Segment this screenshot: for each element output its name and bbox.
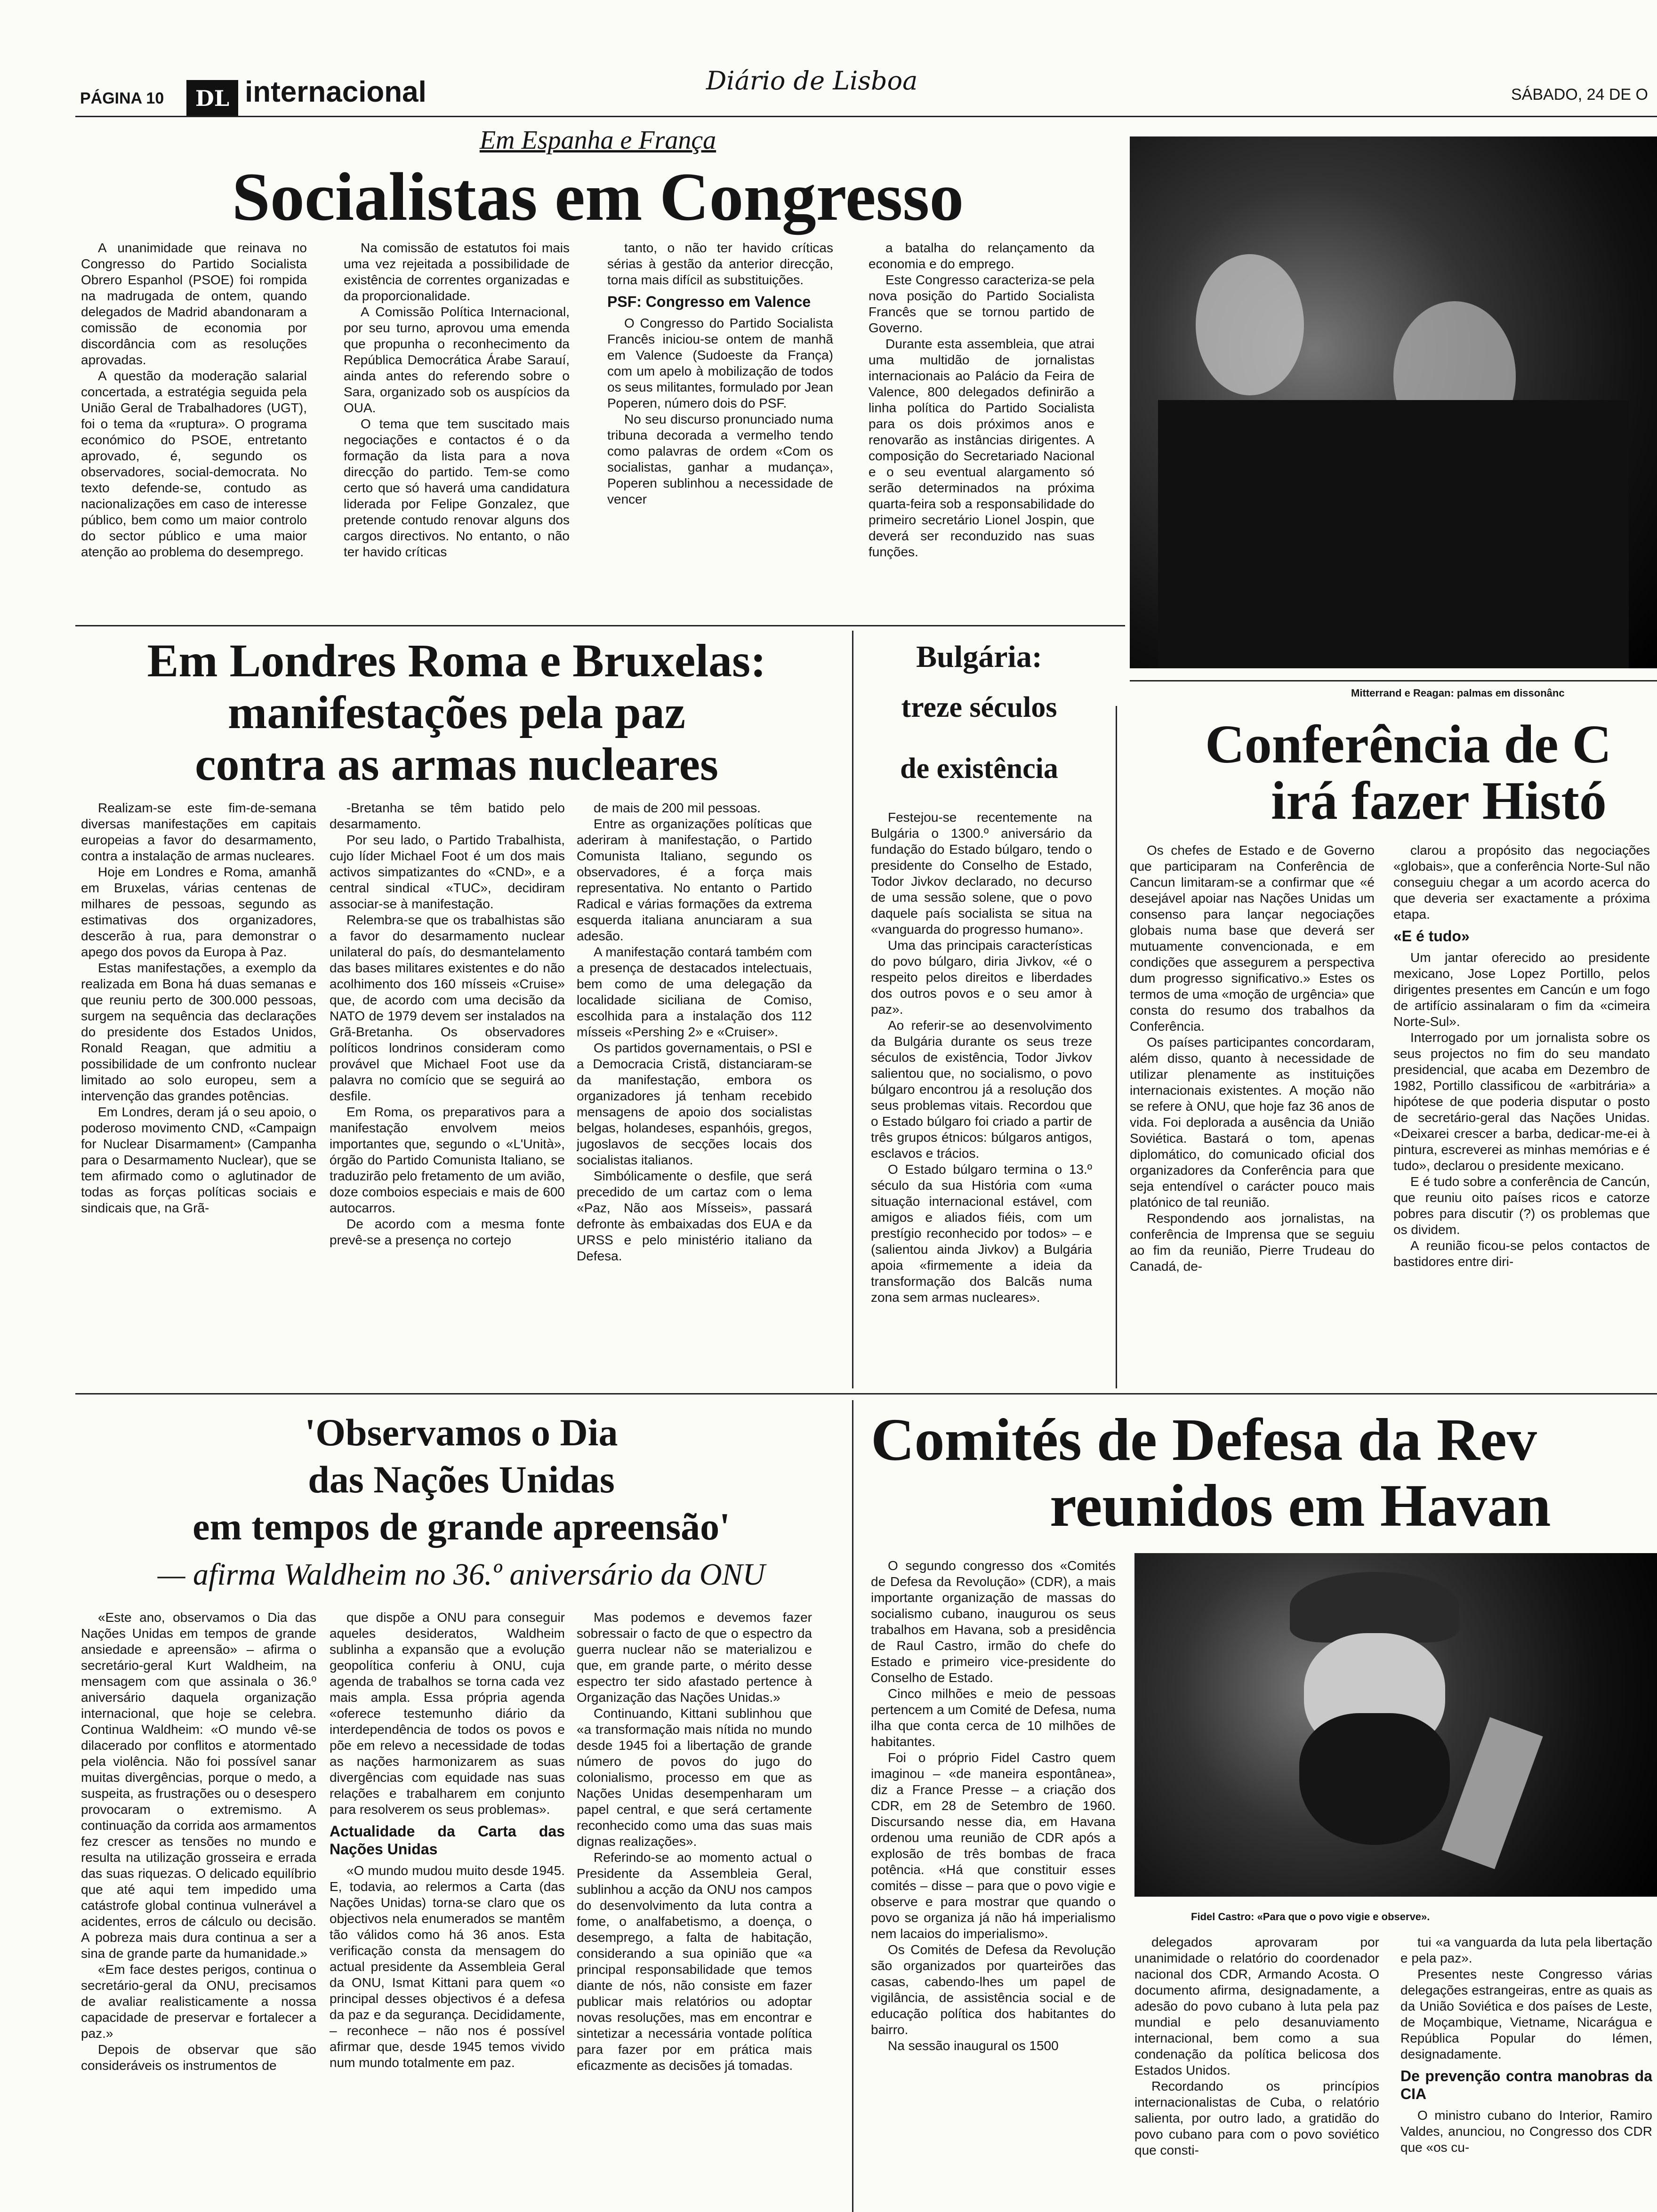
article2-headline-1: Em Londres Roma e Bruxelas: [147,634,766,687]
article4-col2: clarou a propósito das negociações «globais», que a conferência Norte-Sul não conseguiu chegar a um acordo acerca do que deveria ser exactamente a próxima etapa. «E é tudo» Um jantar oferecido ao presidente mexicano, Jose Lopez Portillo, pelos dirigentes presentes em Cancún e um fogo de artifício assinalaram o fim da «cimeira Norte-Sul». Interrogado por um jornalista sobre os seus projectos no fim do seu mandato presidencial, que acaba em Dezembro de 1982, Portillo classificou de «arbitrária» a hipótese de que poderia disputar o posto de secretário-geral das Nações Unidas. «Deixarei crescer a barba, dedicar-me-ei à pintura, escreverei as minhas memórias e é tudo», declarou o presidente mexicano. E é tudo sobre a conferência de Cancún, que reuniu oito países ricos e catorze pobres para discutir (?) os problemas que os dividem. A reunião ficou-se pelos contactos de bastidores entre diri- [1393,843,1650,1269]
article2-col3: de mais de 200 mil pessoas. Entre as organizações políticas que aderiram à manifestação, o Partido Comunista Italiano, segundo os observadores, é a força mais representativa. No entanto o Partido Radical e várias formações da extrema esquerda italiana anunciaram a sua adesão. A manifestação contará também com a presença de destacados intelectuais, bem como de uma delegação da localidade siciliana de Comiso, escolhida para a instalação dos 112 mísseis «Pershing 2» e «Cruiser». Os partidos governamentais, o PSI e a Democracia Cristã, distanciaram-se da manifestação, embora os organizadores já tenham recebido mensagens de apoio dos socialistas belgas, holandeses, espanhóis, gregos, jugoslavos de secções locais dos socialistas italianos. Simbólicamente o desfile, que será precedido de um cartaz com o lema «Paz, Não aos Mísseis», passará defronte às embaixadas dos EUA e da URSS e pelo ministério italiano da Defesa. [577,801,812,1263]
article2-headline-2: manifestações pela paz [227,686,686,738]
masthead: Diário de Lisboa [706,66,918,96]
issue-date: SÁBADO, 24 DE O [1511,86,1648,104]
fidel-castro-photo [1134,1553,1657,1897]
article1-headline: Socialistas em Congresso [232,159,964,235]
article6-col1: O segundo congresso dos «Comités de Defesa da Revolução» (CDR), a mais importante organização de massas do socialismo cubano, inaugurou os seus trabalhos em Havana, sob a presidência de Raul Castro, irmão do chefe do Estado e primeiro vice-presidente do Conselho de Estado. Cinco milhões e meio de pessoas pertencem a um Comité de Defesa, numa ilha que conta cerca de 10 milhões de habitantes. Foi o próprio Fidel Castro quem imaginou – «de maneira espontânea», diz a France Presse – a criação dos CDR, em 28 de Setembro de 1960. Discursando nesse dia, em Havana ordenou uma reunião de CDR após a explosão de três bombas de fraca potência. «Há que constituir esses comités – disse – para que o povo vigie e observe e para mostrar que quando o povo se organiza já não há imperialismo nem lacaios do imperialismo». Os Comités de Defesa da Revolução são organizados por quarteirões das casas, cabendo-lhes um papel de vigilância, de assistência social e de educação política dos habitantes do bairro. Na sessão inaugural os 1500 [871,1558,1116,2053]
article1-kicker: Em Espanha e França [479,126,716,155]
article5-col1: «Este ano, observamos o Dia das Nações Unidas em tempos de grande ansiedade e apreensão» – afirma o secretário-geral Kurt Waldheim, na mensagem com que assinala o 36.º aniversário daquela organização internacional, que hoje se celebra. Continua Waldheim: «O mundo vê-se dilacerado por conflitos e atormentado pela violência. Não foi possível sanar muitas divergências, porque o medo, a suspeita, as frustrações ou o desespero provocaram o extremismo. A continuação da corrida aos armamentos fez crescer as tensões no mundo e resulta na utilização grosseira e errada das suas riquezas. O delicado equilíbrio que até aqui tem impedido uma catástrofe global continua vulnerável a acidentes, erros de cálculo ou decisão. A pobreza mais dura continua a ser a sina de grande parte da humanidade.» «Em face destes perigos, continua o secretário-geral da ONU, precisamos de avaliar realisticamente a nossa capacidade de preservar e fortalecer a paz.» Depois de observar que são consideráveis os instrumentos de [81,1610,316,2073]
section-title: internacional [245,76,426,108]
mitterrand-reagan-photo [1130,136,1657,668]
fidel-castro-caption: Fidel Castro: «Para que o povo vigie e observe». [1191,1911,1430,1923]
article1-col2: Na comissão de estatutos foi mais uma vez rejeitada a possibilidade de existência de correntes organizadas e da proporcionalidade. A Comissão Política Internacional, por seu turno, aprovou uma emenda que propunha o reconhecimento da República Democrática Árabe Sarauí, ainda antes do referendo sobre o Sara, organizado sob os auspícios da OUA. O tema que tem suscitado mais negociações e contactos é o da formação da lista para a nova direcção do partido. Tem-se como certo que só haverá uma candidatura liderada por Felipe Gonzalez, que pretende contudo renovar alguns dos cargos directivos. No entanto, o não ter havido críticas [344,240,570,559]
article2-headline-3: contra as armas nucleares [195,738,718,790]
article5-headline-3: em tempos de grande apreensão' [193,1505,730,1548]
article5-subline: — afirma Waldheim no 36.º aniversário da ONU [157,1557,765,1592]
rule-left-of-cdr [852,1400,853,2212]
article3-col1: Festejou-se recentemente na Bulgária o 1300.º aniversário da fundação do Estado búlgaro, tendo o presidente do Conselho de Estado, Todor Jivkov declarado, no decurso de uma sessão solene, que o povo daquele país socialista se situa na «vanguarda do progresso humano». Uma das principais características do povo búlgaro, diria Jivkov, «é o respeito pelos direitos e liberdades dos outros povos e o seu amor à paz». Ao referir-se ao desenvolvimento da Bulgária durante os seus treze séculos de existência, Todor Jivkov salientou que, no socialismo, o povo búlgaro encontrou já a resolução dos seus problemas vitais. Recordou que o Estado búlgaro foi criado a partir de três grupos étnicos: búlgaros antigos, esclavos e trácios. O Estado búlgaro termina o 13.º século da sua História com «uma situação internacional estável, com amigos e aliados fiéis, com um prestígio reconhecido por todos» – e (salientou ainda Jivkov) a Bulgária apoia «firmemente a ideia da transformação dos Balcãs numa zona sem armas nucleares». [871,810,1092,1305]
article6-col2: delegados aprovaram por unanimidade o relatório do coordenador nacional dos CDR, Armando Acosta. O documento afirma, designadamente, a adesão do povo cubano à luta pela paz mundial e pelo desanuviamento internacional, bem como a sua condenação da política belicosa dos Estados Unidos. Recordando os princípios internacionalistas de Cuba, o relatório salienta, por outro lado, a gratidão do povo cubano para com o povo soviético que consti- [1134,1935,1379,2157]
article6-headline-2: reunidos em Havan [1050,1472,1551,1539]
header-rule [75,116,1657,117]
article4-col1: Os chefes de Estado e de Governo que participaram na Conferência de Cancun limitaram-se a confirmar que «é desejável apoiar nas Nações Unidas um consenso para lançar negociações globais numa base que deverá ser mutuamente convencionada, e em condições que assegurem a perspectiva dum progresso significativo.» Estes os termos de uma «moção de urgência» que consta do resumo dos trabalhos da Conferência. Os países participantes concordaram, além disso, quanto à necessidade de utilizar plenamente as instituições internacionais existentes. A moção não se refere à ONU, que hoje faz 36 anos de vida. Foi deplorada a ausência da União Soviética. Bastará o tom, apenas diplomático, do comunicado oficial dos organizadores da Conferência para que seja entendível o carácter pouco mais platónico de tal reunião. Respondendo aos jornalistas, na conferência de Imprensa que se seguiu ao fim da reunião, Pierre Trudeau do Canadá, de- [1130,843,1375,1274]
rule-left-of-bulgaria [852,631,853,1388]
article3-headline-1: Bulgária: [916,640,1042,674]
article5-col3: Mas podemos e devemos fazer sobressair o facto de que o espectro da guerra nuclear não se materializou e que, em grande parte, o mérito desse espectro ter sido afastado pertence à Organização das Nações Unidas.» Continuando, Kittani sublinhou que «a transformação mais nítida no mundo desde 1945 foi a libertação de grande número de povos do jugo do colonialismo, processo em que as Nações Unidas desempenharam um papel central, e que será certamente reconhecido como uma das suas mais dignas realizações». Referindo-se ao momento actual o Presidente da Assembleia Geral, sublinhou a acção da ONU nos campos do desenvolvimento da luta contra a fome, o analfabetismo, a doença, o desemprego, a falta de habitação, considerando a sua opinião que «a principal responsabilidade que temos diante de nós, não consiste em fazer publicar mais relatórios ou adoptar novas resoluções, mas em encontrar e sintetizar a necessária vontade política para fazer por em prática mais eficazmente as decisões já tomadas. [577,1610,812,2073]
article1-col3: tanto, o não ter havido críticas sérias à gestão da anterior direcção, torna mais difícil as substituições. PSF: Congresso em Valence O Congresso do Partido Socialista Francês iniciou-se ontem de manhã em Valence (Sudoeste da França) com um apelo à mobilização de todos os seus militantes, formulado por Jean Poperen, número dois do PSF. No seu discurso pronunciado numa tribuna decorada a vermelho tendo como palavras de ordem «Com os socialistas, ganhar a mudança», Poperen sublinhou a necessidade de vencer [607,240,833,506]
article1-subhead: PSF: Congresso em Valence [607,293,811,310]
article1-col4: a batalha do relançamento da economia e do emprego. Este Congresso caracteriza-se pela nova posição do Partido Socialista Francês que se tornou partido de Governo. Durante esta assembleia, que atrai uma multidão de jornalistas internacionais ao Palácio da Feira de Valence, 800 delegados definirão a linha política do Partido Socialista para os dois próximos anos e renovarão as instâncias dirigentes. A composição do Secretariado Nacional e o seu eventual alargamento só serão determinados na próxima quarta-feira sob a responsabilidade do primeiro secretário Lionel Jospin, que deverá ser reconduzido nas suas funções. [869,240,1094,559]
article6-col3: tui «a vanguarda da luta pela libertação e pela paz». Presentes neste Congresso várias delegações estrangeiras, entre as quais as da União Soviética e dos países de Leste, de Moçambique, Vietname, Nicarágua e República Popular do Iémen, designadamente. De prevenção contra manobras da CIA O ministro cubano do Interior, Ramiro Valdes, anunciou, no Congresso dos CDR que «os cu- [1400,1935,1652,2155]
rule-above-bottom-articles [75,1393,1657,1395]
article5-subhead: Actualidade da Carta das Nações Unidas [330,1823,565,1858]
article2-col1: Realizam-se este fim-de-semana diversas manifestações em capitais europeias a favor do desarmamento, contra a instalação de armas nucleares. Hoje em Londres e Roma, amanhã em Bruxelas, várias centenas de milhares de pessoas, segundo as estimativas dos organizadores, descerão à rua, para demonstrar o apego dos povos da Europa à Paz. Estas manifestações, a exemplo da realizada em Bona há duas semanas e que reuniu perto de 300.000 pessoas, surgem na sequência das declarações do presidente dos Estados Unidos, Ronald Reagan, que admitiu a possibilidade de um confronto nuclear limitado ao solo europeu, sem a intervenção das grandes potências. Em Londres, deram já o seu apoio, o poderoso movimento CND, «Campaign for Nuclear Disarmament» (Campanha para o Desarmamento Nuclear), que se tem afirmado como o aglutinador de todas as forças políticas sociais e sindicais que, na Grã- [81,801,316,1215]
section-logo: DL [186,80,238,117]
article3-headline-3: de existência [900,753,1058,785]
article5-headline-1: 'Observamos o Dia [305,1411,618,1454]
article2-col2: -Bretanha se têm batido pelo desarmamento. Por seu lado, o Partido Trabalhista, cujo líder Michael Foot é um dos mais activos simpatizantes do «CND», e a central sindical «TUC», decidiram associar-se à manifestação. Relembra-se que os trabalhistas são a favor do desarmamento nuclear unilateral do país, do desmantelamento das bases militares existentes e do não acolhimento dos 160 mísseis «Cruise» que, de acordo com uma decisão da NATO de 1979 devem ser instalados na Grã-Bretanha. Os observadores políticos londrinos consideram como provável que Michael Foot use da palavra no comício que se seguirá ao desfile. Em Roma, os preparativos para a manifestação envolvem meios importantes que, segundo o «L'Unità», órgão do Partido Comunista Italiano, se traduzirão pelo fretamento de um avião, doze comboios especiais e mais de 600 autocarros. De acordo com a mesma fonte prevê-se a presença no cortejo [330,801,565,1247]
article4-headline-2: irá fazer Histó [1271,771,1607,831]
article5-headline-2: das Nações Unidas [308,1458,615,1501]
mitterrand-reagan-caption: Mitterrand e Reagan: palmas em dissonânc [1351,687,1565,699]
article5-col2: que dispõe a ONU para conseguir aqueles desideratos, Waldheim sublinha a expansão que a evolução geopolítica conferiu à ONU, cuja agenda de trabalhos se torna cada vez mais ampla. Essa própria agenda «oferece testemunho diário da interdependência de todos os povos e põe em relevo a necessidade de todas as nações harmonizarem as suas divergências com equidade nas suas relações e trabalharem em conjunto para resolverem os seus problemas». Actualidade da Carta das Nações Unidas «O mundo mudou muito desde 1945. E, todavia, ao relermos a Carta (das Nações Unidas) torna-se claro que os objectivos nela enumerados se mantêm tão válidos como há 36 anos. Esta verificação consta da mensagem do actual presidente da Assembleia Geral da ONU, Ismat Kittani para quem «o principal desses objectivos é a defesa da paz e da segurança. Decididamente, – reconhece – não nos é possível afirmar que, desde 1945 temos vivido num mundo totalmente em paz. [330,1610,565,2070]
photo1-rule [1130,680,1657,681]
page-number: PÁGINA 10 [80,89,164,107]
article6-subhead: De prevenção contra manobras da CIA [1400,2068,1652,2102]
rule-under-article1 [75,625,1125,626]
article4-subhead: «E é tudo» [1393,928,1470,945]
article6-headline-1: Comités de Defesa da Rev [871,1406,1537,1473]
article4-headline-1: Conferência de C [1205,714,1612,775]
article3-headline-2: treze séculos [901,691,1057,723]
rule-left-of-cancun [1116,706,1117,1388]
article1-col1: A unanimidade que reinava no Congresso do Partido Socialista Obrero Espanhol (PSOE) foi rompida na madrugada de ontem, quando delegados de Madrid abandonaram a comissão de economia por discordância com as resoluções aprovadas. A questão da moderação salarial concertada, a estratégia seguida pela União Geral de Trabalhadores (UGT), foi o tema da «ruptura». O programa económico do PSOE, entretanto aprovado, é, segundo os observadores, social-democrata. No texto defende-se, contudo as nacionalizações em caso de interesse público, bem como um maior controlo do sector público e uma maior atenção ao problema do desemprego. [81,240,307,559]
